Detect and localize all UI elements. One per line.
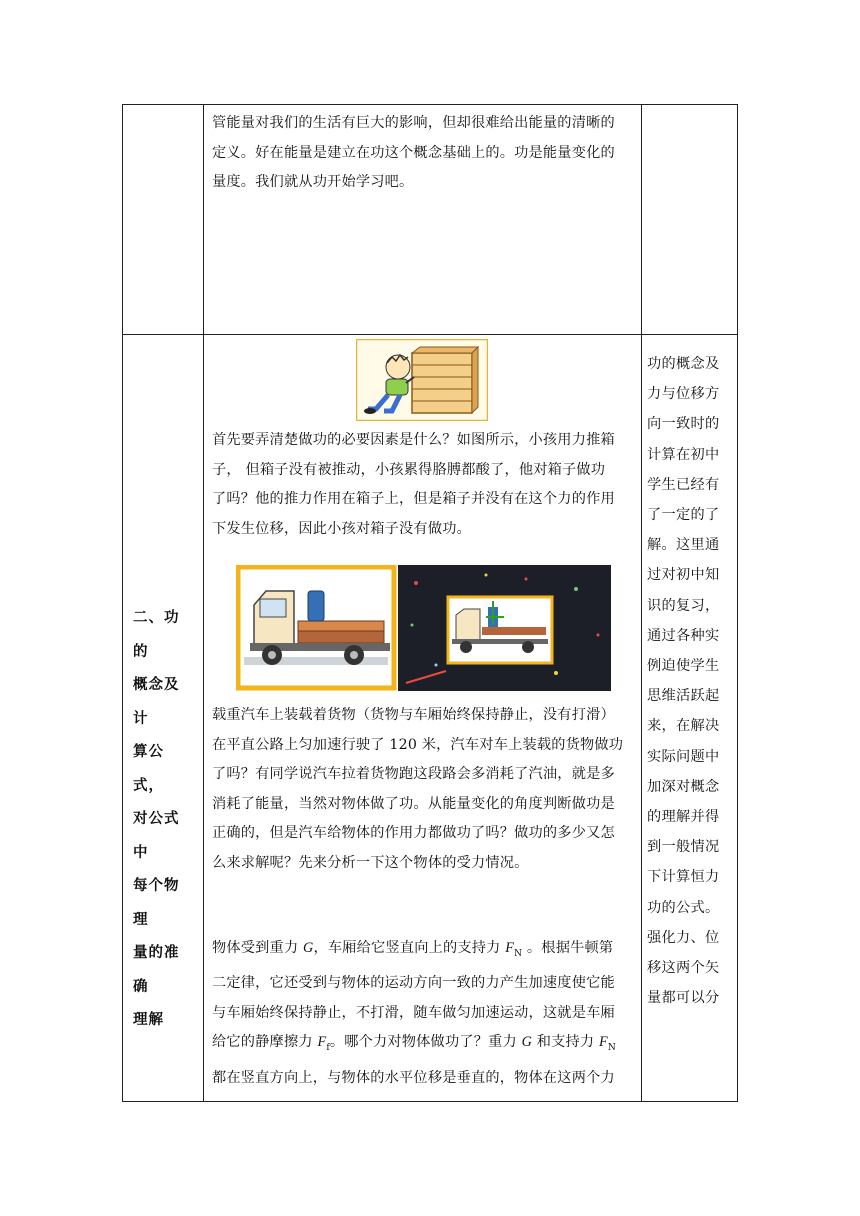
child-pushing-box-figure [356,339,488,421]
note-line: 解。这里通 [647,537,720,554]
row-divider [123,334,737,335]
text-line: 二定律，它还受到与物体的运动方向一致的力产生加速度使它能 [212,975,615,992]
text-line: 给它的静摩擦力 $F_f$。哪个力对物体做功了？重力 G 和支持力 $F_N$ [212,1034,616,1054]
note-line: 加深对概念 [647,778,720,795]
text-line: 物体受到重力 G，车厢给它竖直向上的支持力 $F_N$ 。根据牛顿第 [212,940,614,959]
truck-illustration [236,565,613,692]
text-line: 消耗了能量，当然对物体做了功。从能量变化的角度判断做功是 [212,795,615,812]
truck-figure [236,565,613,692]
text-line: 都在竖直方向上，与物体的水平位移是垂直的，物体在这两个力 [212,1069,615,1086]
note-line: 的理解并得 [647,809,720,826]
force-analysis-paragraph [212,934,636,1093]
note-line: 量都可以分 [647,990,720,1007]
text-line: 量度。我们就从功开始学习吧。 [212,174,414,190]
note-line: 强化力、位 [647,929,720,946]
column-divider-1 [203,105,204,1101]
section-title-line: 概念及计 [133,677,180,727]
note-line: 学生已经有 [647,476,720,493]
text-line: 首先要弄清楚做功的必要因素是什么？如图所示，小孩用力推箱 [212,432,615,448]
section-title-line: 二、功 的 [133,610,180,660]
text-line: 了吗？有同学说汽车拉着货物跑这段路会多消耗了汽油，就是多 [212,766,615,782]
note-line: 下计算恒力 [647,869,720,886]
text-line: 么来求解呢？先来分析一下这个物体的受力情况。 [212,854,529,871]
note-line: 功的概念及 [647,356,720,372]
note-line: 力与位移方 [647,386,720,403]
section-title-line: 每个物理 [133,878,180,928]
teaching-notes [647,349,733,1013]
section-title-line: 理解 [133,1012,164,1028]
column-divider-2 [641,105,642,1101]
note-line: 过对初中知 [647,567,720,584]
child-pushing-box-illustration [356,339,488,421]
note-line: 来，在解决 [647,718,720,735]
text-line: 与车厢始终保持静止，不打滑，随车做匀加速运动，这就是车厢 [212,1004,615,1021]
text-line: 了吗？他的推力作用在箱子上，但是箱子并没有在这个力的作用 [212,491,615,507]
truck-paragraph [212,701,636,878]
section-title-line: 算公式， [133,744,164,794]
note-line: 移这两个矢 [647,960,720,977]
text-line: 子， 但箱子没有被推动，小孩累得胳膊都酸了，他对箱子做功 [212,461,606,478]
lesson-table [122,104,738,1102]
section-title-line: 量的准确 [133,945,180,995]
note-line: 计算在初中 [647,446,720,463]
note-line: 例迫使学生 [647,658,720,675]
note-line: 了一定的了 [647,507,720,524]
text-line: 正确的，但是汽车给物体的作用力都做功了吗？做功的多少又怎 [212,825,615,841]
push-box-paragraph [212,426,636,544]
note-line: 实际问题中 [647,748,720,765]
text-line: 下发生位移，因此小孩对箱子没有做功。 [212,520,471,537]
section-title [133,602,193,1038]
note-line: 思维活跃起 [647,688,720,705]
text-line: 定义。好在能量是建立在功这个概念基础上的。功是能量变化的 [212,144,615,161]
note-line: 向一致时的 [647,416,720,433]
note-line: 识的复习， [647,597,720,614]
text-line: 管能量对我们的生活有巨大的影响，但却很难给出能量的清晰的 [212,115,615,131]
note-line: 功的公式。 [647,899,720,916]
section-title-line: 对公式中 [133,811,180,861]
note-line: 通过各种实 [647,627,720,644]
text-line: 在平直公路上匀加速行驶了 120 米，汽车对车上装载的货物做功 [212,736,624,753]
note-line: 到一般情况 [647,839,720,856]
intro-paragraph [212,109,636,198]
text-line: 载重汽车上装载着货物（货物与车厢始终保持静止，没有打滑） [212,707,615,723]
